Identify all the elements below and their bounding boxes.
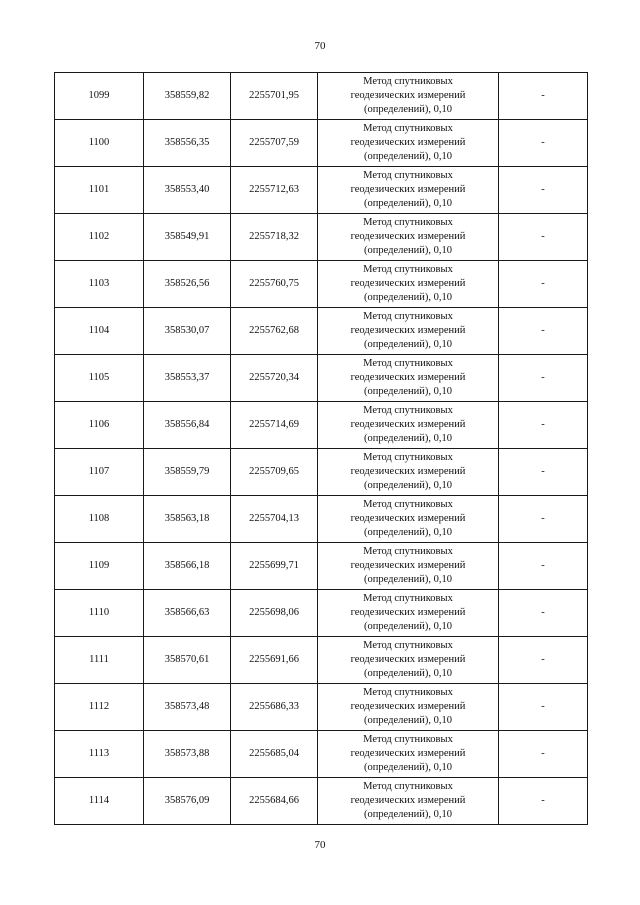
y-coordinate-cell: 2255691,66 (231, 637, 318, 684)
note-cell: - (499, 449, 588, 496)
note-cell: - (499, 73, 588, 120)
method-text-line3: (определений), 0,10 (363, 198, 453, 209)
method-text-line2: геодезических измерений (350, 419, 466, 430)
point-number-cell: 1100 (55, 120, 144, 167)
method-text-line3: (определений), 0,10 (363, 574, 453, 585)
coordinates-table (54, 72, 588, 825)
note-cell: - (499, 543, 588, 590)
method-text-line1: Метод спутниковых (363, 170, 453, 181)
method-text-line3: (определений), 0,10 (363, 433, 453, 444)
method-text-line1: Метод спутниковых (363, 640, 453, 651)
x-coordinate-cell: 358556,35 (144, 120, 231, 167)
method-text-line2: геодезических измерений (350, 701, 466, 712)
y-coordinate-cell: 2255686,33 (231, 684, 318, 731)
x-coordinate-cell: 358563,18 (144, 496, 231, 543)
method-cell (318, 73, 499, 120)
note-cell: - (499, 731, 588, 778)
method-text-line3: (определений), 0,10 (363, 527, 453, 538)
note-cell: - (499, 261, 588, 308)
note-cell: - (499, 684, 588, 731)
method-text-line1: Метод спутниковых (363, 358, 453, 369)
method-cell (318, 684, 499, 731)
method-text-line2: геодезических измерений (350, 654, 466, 665)
method-cell (318, 731, 499, 778)
x-coordinate-cell: 358556,84 (144, 402, 231, 449)
method-text-line1: Метод спутниковых (363, 593, 453, 604)
table-row (55, 120, 588, 167)
method-text-line1: Метод спутниковых (363, 781, 453, 792)
method-text-line1: Метод спутниковых (363, 76, 453, 87)
point-number-cell: 1112 (55, 684, 144, 731)
method-cell (318, 308, 499, 355)
table-row (55, 637, 588, 684)
method-text-line1: Метод спутниковых (363, 546, 453, 557)
x-coordinate-cell: 358530,07 (144, 308, 231, 355)
table-row (55, 778, 588, 825)
method-text-line3: (определений), 0,10 (363, 715, 453, 726)
note-cell: - (499, 355, 588, 402)
x-coordinate-cell: 358526,56 (144, 261, 231, 308)
x-coordinate-cell: 358570,61 (144, 637, 231, 684)
note-cell: - (499, 778, 588, 825)
x-coordinate-cell: 358573,48 (144, 684, 231, 731)
y-coordinate-cell: 2255699,71 (231, 543, 318, 590)
method-cell (318, 637, 499, 684)
method-text-line3: (определений), 0,10 (363, 245, 453, 256)
x-coordinate-cell: 358559,82 (144, 73, 231, 120)
method-text-line3: (определений), 0,10 (363, 104, 453, 115)
method-text-line3: (определений), 0,10 (363, 668, 453, 679)
method-text-line2: геодезических измерений (350, 795, 466, 806)
method-text-line3: (определений), 0,10 (363, 151, 453, 162)
point-number-cell: 1109 (55, 543, 144, 590)
table-row (55, 73, 588, 120)
method-cell (318, 449, 499, 496)
note-cell: - (499, 120, 588, 167)
coordinates-table-body (55, 73, 588, 825)
note-cell: - (499, 496, 588, 543)
point-number-cell: 1107 (55, 449, 144, 496)
method-text-line1: Метод спутниковых (363, 405, 453, 416)
note-cell: - (499, 308, 588, 355)
x-coordinate-cell: 358553,40 (144, 167, 231, 214)
table-row (55, 167, 588, 214)
method-text-line2: геодезических измерений (350, 372, 466, 383)
method-text-line1: Метод спутниковых (363, 734, 453, 745)
note-cell: - (499, 402, 588, 449)
method-cell (318, 355, 499, 402)
method-text-line1: Метод спутниковых (363, 452, 453, 463)
y-coordinate-cell: 2255685,04 (231, 731, 318, 778)
method-text-line1: Метод спутниковых (363, 217, 453, 228)
y-coordinate-cell: 2255718,32 (231, 214, 318, 261)
table-row (55, 449, 588, 496)
note-cell: - (499, 167, 588, 214)
method-text-line1: Метод спутниковых (363, 264, 453, 275)
y-coordinate-cell: 2255720,34 (231, 355, 318, 402)
method-text-line1: Метод спутниковых (363, 499, 453, 510)
method-text-line2: геодезических измерений (350, 513, 466, 524)
method-cell (318, 543, 499, 590)
point-number-cell: 1103 (55, 261, 144, 308)
point-number-cell: 1105 (55, 355, 144, 402)
method-text-line2: геодезических измерений (350, 278, 466, 289)
point-number-cell: 1104 (55, 308, 144, 355)
y-coordinate-cell: 2255698,06 (231, 590, 318, 637)
method-text-line2: геодезических измерений (350, 231, 466, 242)
x-coordinate-cell: 358566,18 (144, 543, 231, 590)
note-cell: - (499, 590, 588, 637)
y-coordinate-cell: 2255684,66 (231, 778, 318, 825)
table-row (55, 261, 588, 308)
point-number-cell: 1102 (55, 214, 144, 261)
method-cell (318, 167, 499, 214)
method-text-line2: геодезических измерений (350, 466, 466, 477)
method-cell (318, 120, 499, 167)
method-text-line2: геодезических измерений (350, 560, 466, 571)
point-number-cell: 1108 (55, 496, 144, 543)
point-number-cell: 1114 (55, 778, 144, 825)
y-coordinate-cell: 2255714,69 (231, 402, 318, 449)
page-number-bottom: 70 (314, 839, 326, 851)
table-row (55, 308, 588, 355)
method-text-line1: Метод спутниковых (363, 123, 453, 134)
point-number-cell: 1110 (55, 590, 144, 637)
y-coordinate-cell: 2255701,95 (231, 73, 318, 120)
method-cell (318, 214, 499, 261)
method-text-line3: (определений), 0,10 (363, 480, 453, 491)
method-text-line2: геодезических измерений (350, 90, 466, 101)
table-row (55, 684, 588, 731)
x-coordinate-cell: 358566,63 (144, 590, 231, 637)
method-cell (318, 778, 499, 825)
table-row (55, 543, 588, 590)
method-text-line3: (определений), 0,10 (363, 809, 453, 820)
method-text-line1: Метод спутниковых (363, 311, 453, 322)
method-text-line2: геодезических измерений (350, 748, 466, 759)
method-text-line2: геодезических измерений (350, 184, 466, 195)
point-number-cell: 1101 (55, 167, 144, 214)
x-coordinate-cell: 358559,79 (144, 449, 231, 496)
table-row (55, 402, 588, 449)
point-number-cell: 1111 (55, 637, 144, 684)
method-text-line3: (определений), 0,10 (363, 339, 453, 350)
method-text-line2: геодезических измерений (350, 607, 466, 618)
y-coordinate-cell: 2255712,63 (231, 167, 318, 214)
table-row (55, 590, 588, 637)
table-row (55, 355, 588, 402)
point-number-cell: 1113 (55, 731, 144, 778)
table-row (55, 496, 588, 543)
table-row (55, 731, 588, 778)
x-coordinate-cell: 358576,09 (144, 778, 231, 825)
method-text-line3: (определений), 0,10 (363, 621, 453, 632)
point-number-cell: 1106 (55, 402, 144, 449)
y-coordinate-cell: 2255704,13 (231, 496, 318, 543)
method-text-line3: (определений), 0,10 (363, 386, 453, 397)
method-text-line3: (определений), 0,10 (363, 762, 453, 773)
method-text-line2: геодезических измерений (350, 325, 466, 336)
method-text-line1: Метод спутниковых (363, 687, 453, 698)
method-text-line3: (определений), 0,10 (363, 292, 453, 303)
x-coordinate-cell: 358553,37 (144, 355, 231, 402)
note-cell: - (499, 637, 588, 684)
note-cell: - (499, 214, 588, 261)
method-cell (318, 496, 499, 543)
x-coordinate-cell: 358573,88 (144, 731, 231, 778)
method-cell (318, 402, 499, 449)
y-coordinate-cell: 2255707,59 (231, 120, 318, 167)
y-coordinate-cell: 2255760,75 (231, 261, 318, 308)
page-number-top: 70 (314, 40, 326, 52)
x-coordinate-cell: 358549,91 (144, 214, 231, 261)
method-cell (318, 590, 499, 637)
method-text-line2: геодезических измерений (350, 137, 466, 148)
table-row (55, 214, 588, 261)
y-coordinate-cell: 2255762,68 (231, 308, 318, 355)
y-coordinate-cell: 2255709,65 (231, 449, 318, 496)
method-cell (318, 261, 499, 308)
point-number-cell: 1099 (55, 73, 144, 120)
